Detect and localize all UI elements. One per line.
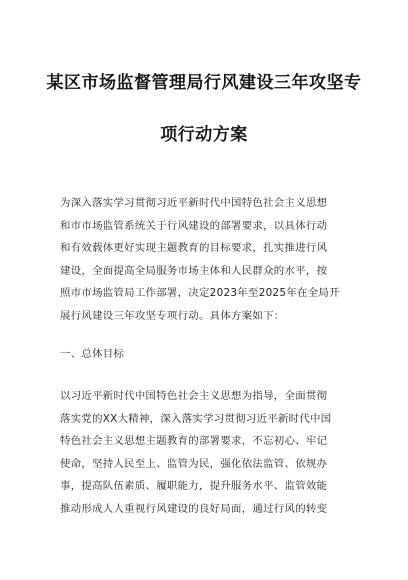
section-line: 推动形成人人重视行风建设的良好局面，通过行风的转变 (60, 502, 328, 515)
intro-line: 建设，全面提高全局服务市场主体和人民群众的水平，按 (60, 264, 328, 277)
intro-line: 照市市场监管局工作部署，决定2023年至2025年在全局开 (60, 287, 340, 300)
intro-line: 和有效载体更好实现主题教育的目标要求，扎实推进行风 (60, 242, 328, 255)
section-line: 特色社会主义思想主题教育的部署要求，不忘初心、牢记 (60, 435, 328, 448)
section-heading (60, 343, 352, 366)
section-paragraph (60, 385, 352, 521)
intro-line: 展行风建设三年攻坚专项行动。具体方案如下： (60, 309, 285, 322)
document-title-line-1: 某区市场监督管理局行风建设三年攻坚专 (46, 73, 362, 93)
section-line: 以习近平新时代中国特色社会主义思想为指导，全面贯彻 (60, 390, 328, 402)
intro-paragraph (60, 192, 352, 328)
section-heading-text: 一、总体目标 (60, 348, 125, 360)
section-line: 使命，坚持人民至上、监管为民，强化依法监管、依规办 (60, 457, 328, 470)
intro-line: 和市市场监管系统关于行风建设的部署要求，以具体行动 (60, 219, 328, 232)
section-line: 事，提高队伍素质、履职能力，提升服务水平、监管效能 (60, 480, 328, 493)
section-line: 落实党的XX大精神，深入落实学习贯彻习近平新时代中国 (60, 412, 332, 425)
document-title-line-2: 项行动方案 (160, 125, 248, 145)
intro-line: 为深入落实学习贯彻习近平新时代中国特色社会主义思想 (60, 197, 328, 209)
